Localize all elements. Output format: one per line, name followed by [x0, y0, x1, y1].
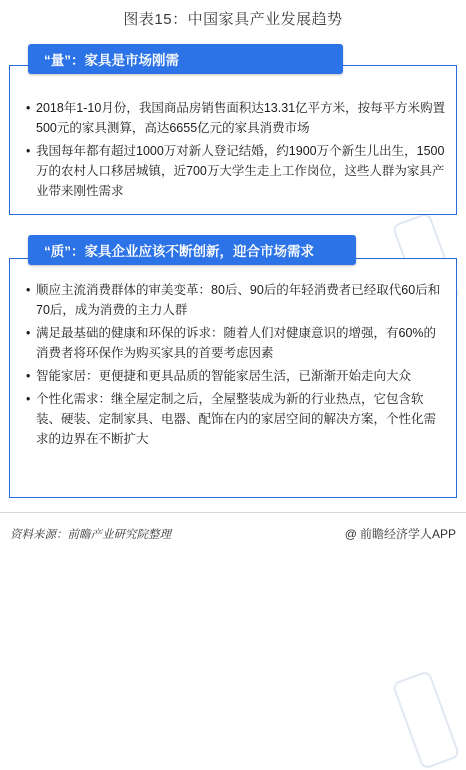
section-quantity-tag: “量”：家具是市场刚需 — [28, 44, 343, 74]
brand-name: 前瞻经济学人APP — [359, 527, 456, 541]
brand-credit — [345, 525, 456, 542]
bullet-item: • 我国每年都有超过1000万对新人登记结婚，约1900万个新生儿出生，1500万的农村人口移居城镇，近700万大学生走上工作岗位，这些人群为家具产业带来刚性需求 — [10, 141, 456, 201]
bullet-item: • 2018年1-10月份，我国商品房销售面积达13.31亿平方米，按每平方米购置500元的家具测算，高达6655亿元的家具消费市场 — [10, 98, 456, 138]
bullet-item: • 满足最基础的健康和环保的诉求：随着人们对健康意识的增强，有60%的消费者将环保作为购买家具的首要考虑因素 — [10, 323, 456, 363]
watermark-logo — [391, 670, 460, 770]
section-quantity-panel — [9, 65, 457, 215]
bullet-item: • 智能家居：更便捷和更具品质的智能家居生活，已渐渐开始走向大众 — [10, 366, 456, 386]
section-quality-panel — [9, 258, 457, 498]
footer — [0, 512, 466, 551]
section-quality-bullets — [10, 280, 456, 452]
section-quantity-bullets — [10, 98, 456, 204]
chart-title: 图表15：中国家具产业发展趋势 — [123, 11, 343, 28]
section-quality-tag: “质”：家具企业应该不断创新，迎合市场需求 — [28, 235, 356, 265]
at-sign-icon: @ — [344, 526, 357, 541]
bullet-item: • 顺应主流消费群体的审美变革：80后、90后的年轻消费者已经取代60后和70后，成为消费的主力人群 — [10, 280, 456, 320]
bullet-item: • 个性化需求：继全屋定制之后，全屋整装成为新的行业热点，它包含软装、硬装、定制家具、电器、配饰在内的家居空间的解决方案，个性化需求的边界在不断扩大 — [10, 389, 456, 449]
source-note: 资料来源：前瞻产业研究院整理 — [10, 529, 171, 541]
